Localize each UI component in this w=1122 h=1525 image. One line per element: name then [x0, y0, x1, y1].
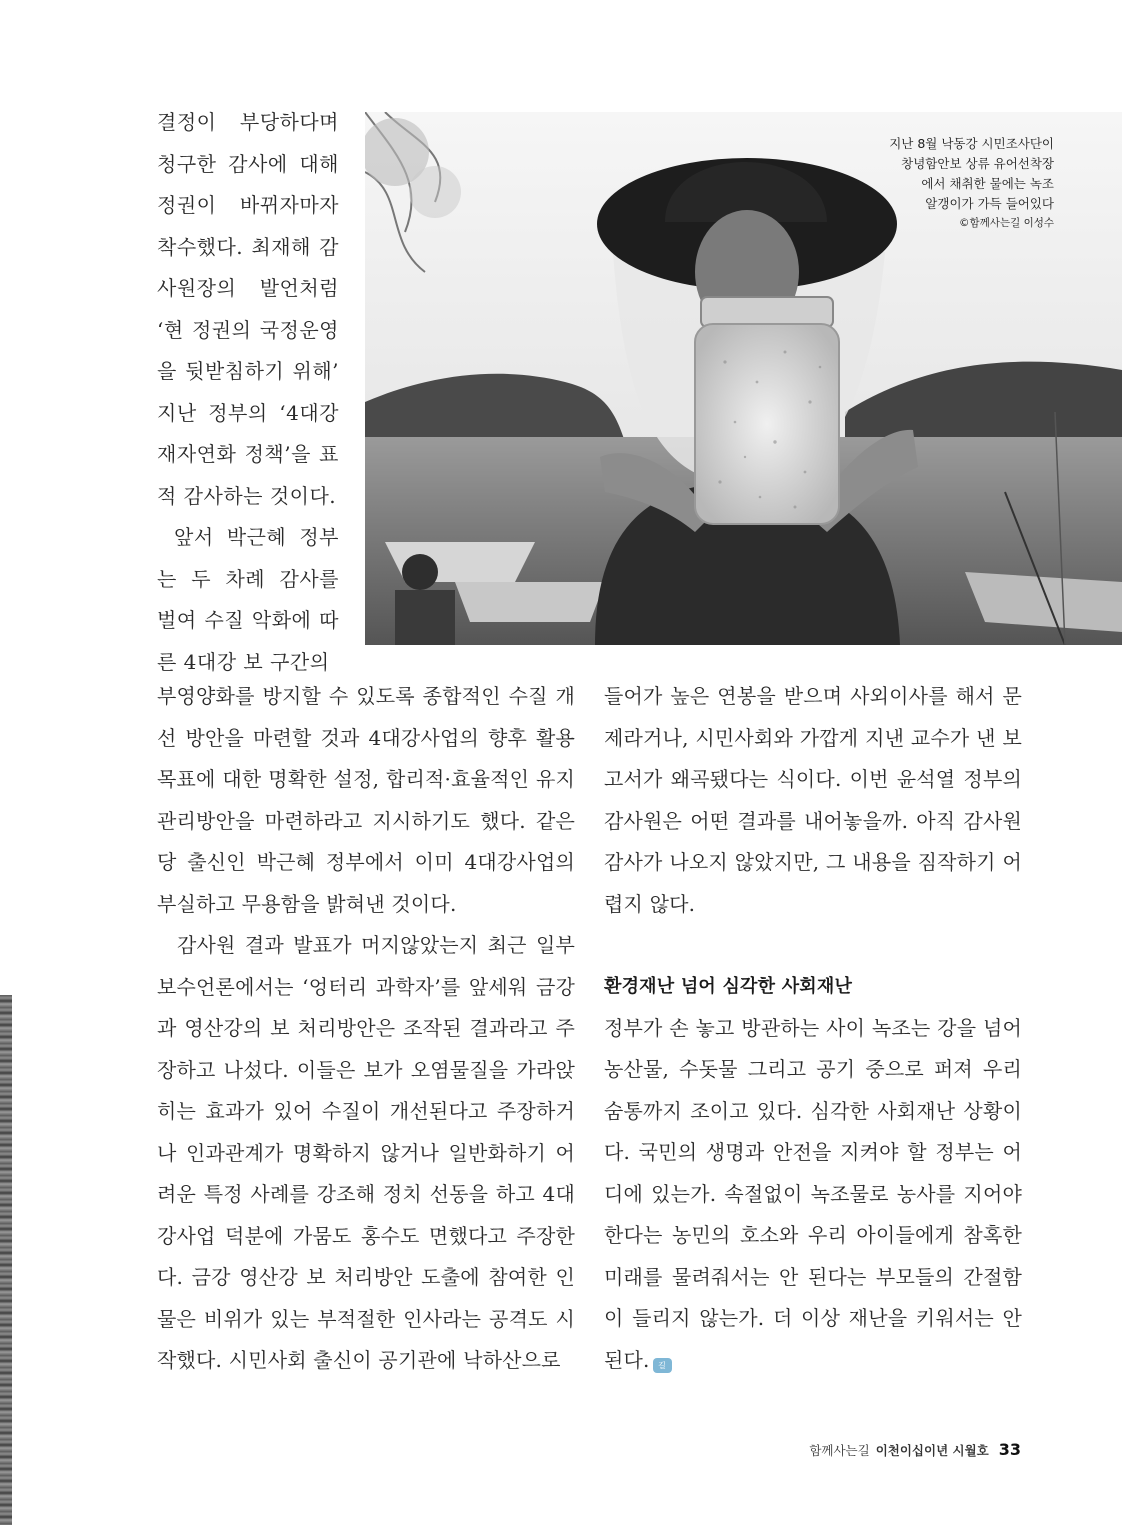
caption-line: 알갱이가 가득 들어있다: [925, 196, 1054, 211]
page-footer: [809, 1440, 1021, 1459]
left-text-column: [157, 676, 575, 1382]
caption-line: 지난 8월 낙동강 시민조사단이: [889, 136, 1054, 151]
left-paragraph-2: 감사원 결과 발표가 머지않았는지 최근 일부 보수언론에서는 ‘엉터리 과학자’를 앞세워 금강과 영산강의 보 처리방안은 조작된 결과라고 주장하고 나섰다. 이들은 보가 오염물질을 가라앉히는 효과가 있어 수질이 개선된다고 주장하거나 인과관계가 명확하지 않거나 일반화하기 어려운 특정 사례를 강조해 정치 선동을 하고 4대강사업 덕분에 가뭄도 홍수도 면했다고 주장한다. 금강 영산강 보 처리방안 도출에 참여한 인물은 비위가 있는 부적절한 인사라는 공격도 시작했다. 시민사회 출신이 공기관에 낙하산으로: [157, 933, 575, 1372]
article-photo: [365, 112, 1122, 645]
photo-credit: ©함께사는길 이성수: [959, 217, 1054, 229]
issue-label: 이천이십이년 시월호: [875, 1443, 989, 1458]
left-paragraph-1: 부영양화를 방지할 수 있도록 종합적인 수질 개선 방안을 마련할 것과 4대강사업의 향후 활용목표에 대한 명확한 설정, 합리적·효율적인 유지관리방안을 마련하라고 지시하기도 했다. 같은 당 출신인 박근혜 정부에서 이미 4대강사업의 부실하고 무용함을 밝혀낸 것이다.: [157, 684, 575, 916]
magazine-name: 함께사는길: [809, 1443, 870, 1458]
right-paragraph-1: 들어가 높은 연봉을 받으며 사외이사를 해서 문제라거나, 시민사회와 가깝게 지낸 교수가 낸 보고서가 왜곡됐다는 식이다. 이번 윤석열 정부의 감사원은 어떤 결과를 내어놓을까. 아직 감사원 감사가 나오지 않았지만, 그 내용을 짐작하기 어렵지 않다.: [604, 684, 1022, 916]
facing-page-photo-edge: [0, 995, 12, 1525]
narrow-paragraph-2: 앞서 박근혜 정부는 두 차례 감사를 벌여 수질 악화에 따른 4대강 보 구간의: [157, 525, 339, 674]
photo-caption: [794, 134, 1054, 232]
page-number: 33: [998, 1440, 1021, 1459]
right-text-column: [604, 676, 1022, 1381]
narrow-text-column: [157, 102, 339, 683]
article-end-mark-icon: 길: [653, 1358, 672, 1373]
section-subheading: 환경재난 넘어 심각한 사회재난: [604, 976, 853, 997]
narrow-paragraph-1: 결정이 부당하다며 청구한 감사에 대해 정권이 바뀌자마자 착수했다. 최재해 감사원장의 발언처럼 ‘현 정권의 국정운영을 뒷받침하기 위해’ 지난 정부의 ‘4대강 재자연화 정책’을 표적 감사하는 것이다.: [157, 110, 339, 508]
right-paragraph-2-text: 정부가 손 놓고 방관하는 사이 녹조는 강을 넘어 농산물, 수돗물 그리고 공기 중으로 퍼져 우리 숨통까지 조이고 있다. 심각한 사회재난 상황이다. 국민의 생명과 안전을 지켜야 할 정부는 어디에 있는가. 속절없이 녹조물로 농사를 지어야 한다는 농민의 호소와 우리 아이들에게 참혹한 미래를 물려줘서는 안 된다는 부모들의 간절함이 들리지 않는가. 더 이상 재난을 키워서는 안 된다.: [604, 1015, 1022, 1372]
right-paragraph-2: [604, 1008, 1022, 1382]
caption-line: 창녕함안보 상류 유어선착장: [901, 156, 1054, 171]
caption-line: 에서 채취한 물에는 녹조: [921, 176, 1054, 191]
